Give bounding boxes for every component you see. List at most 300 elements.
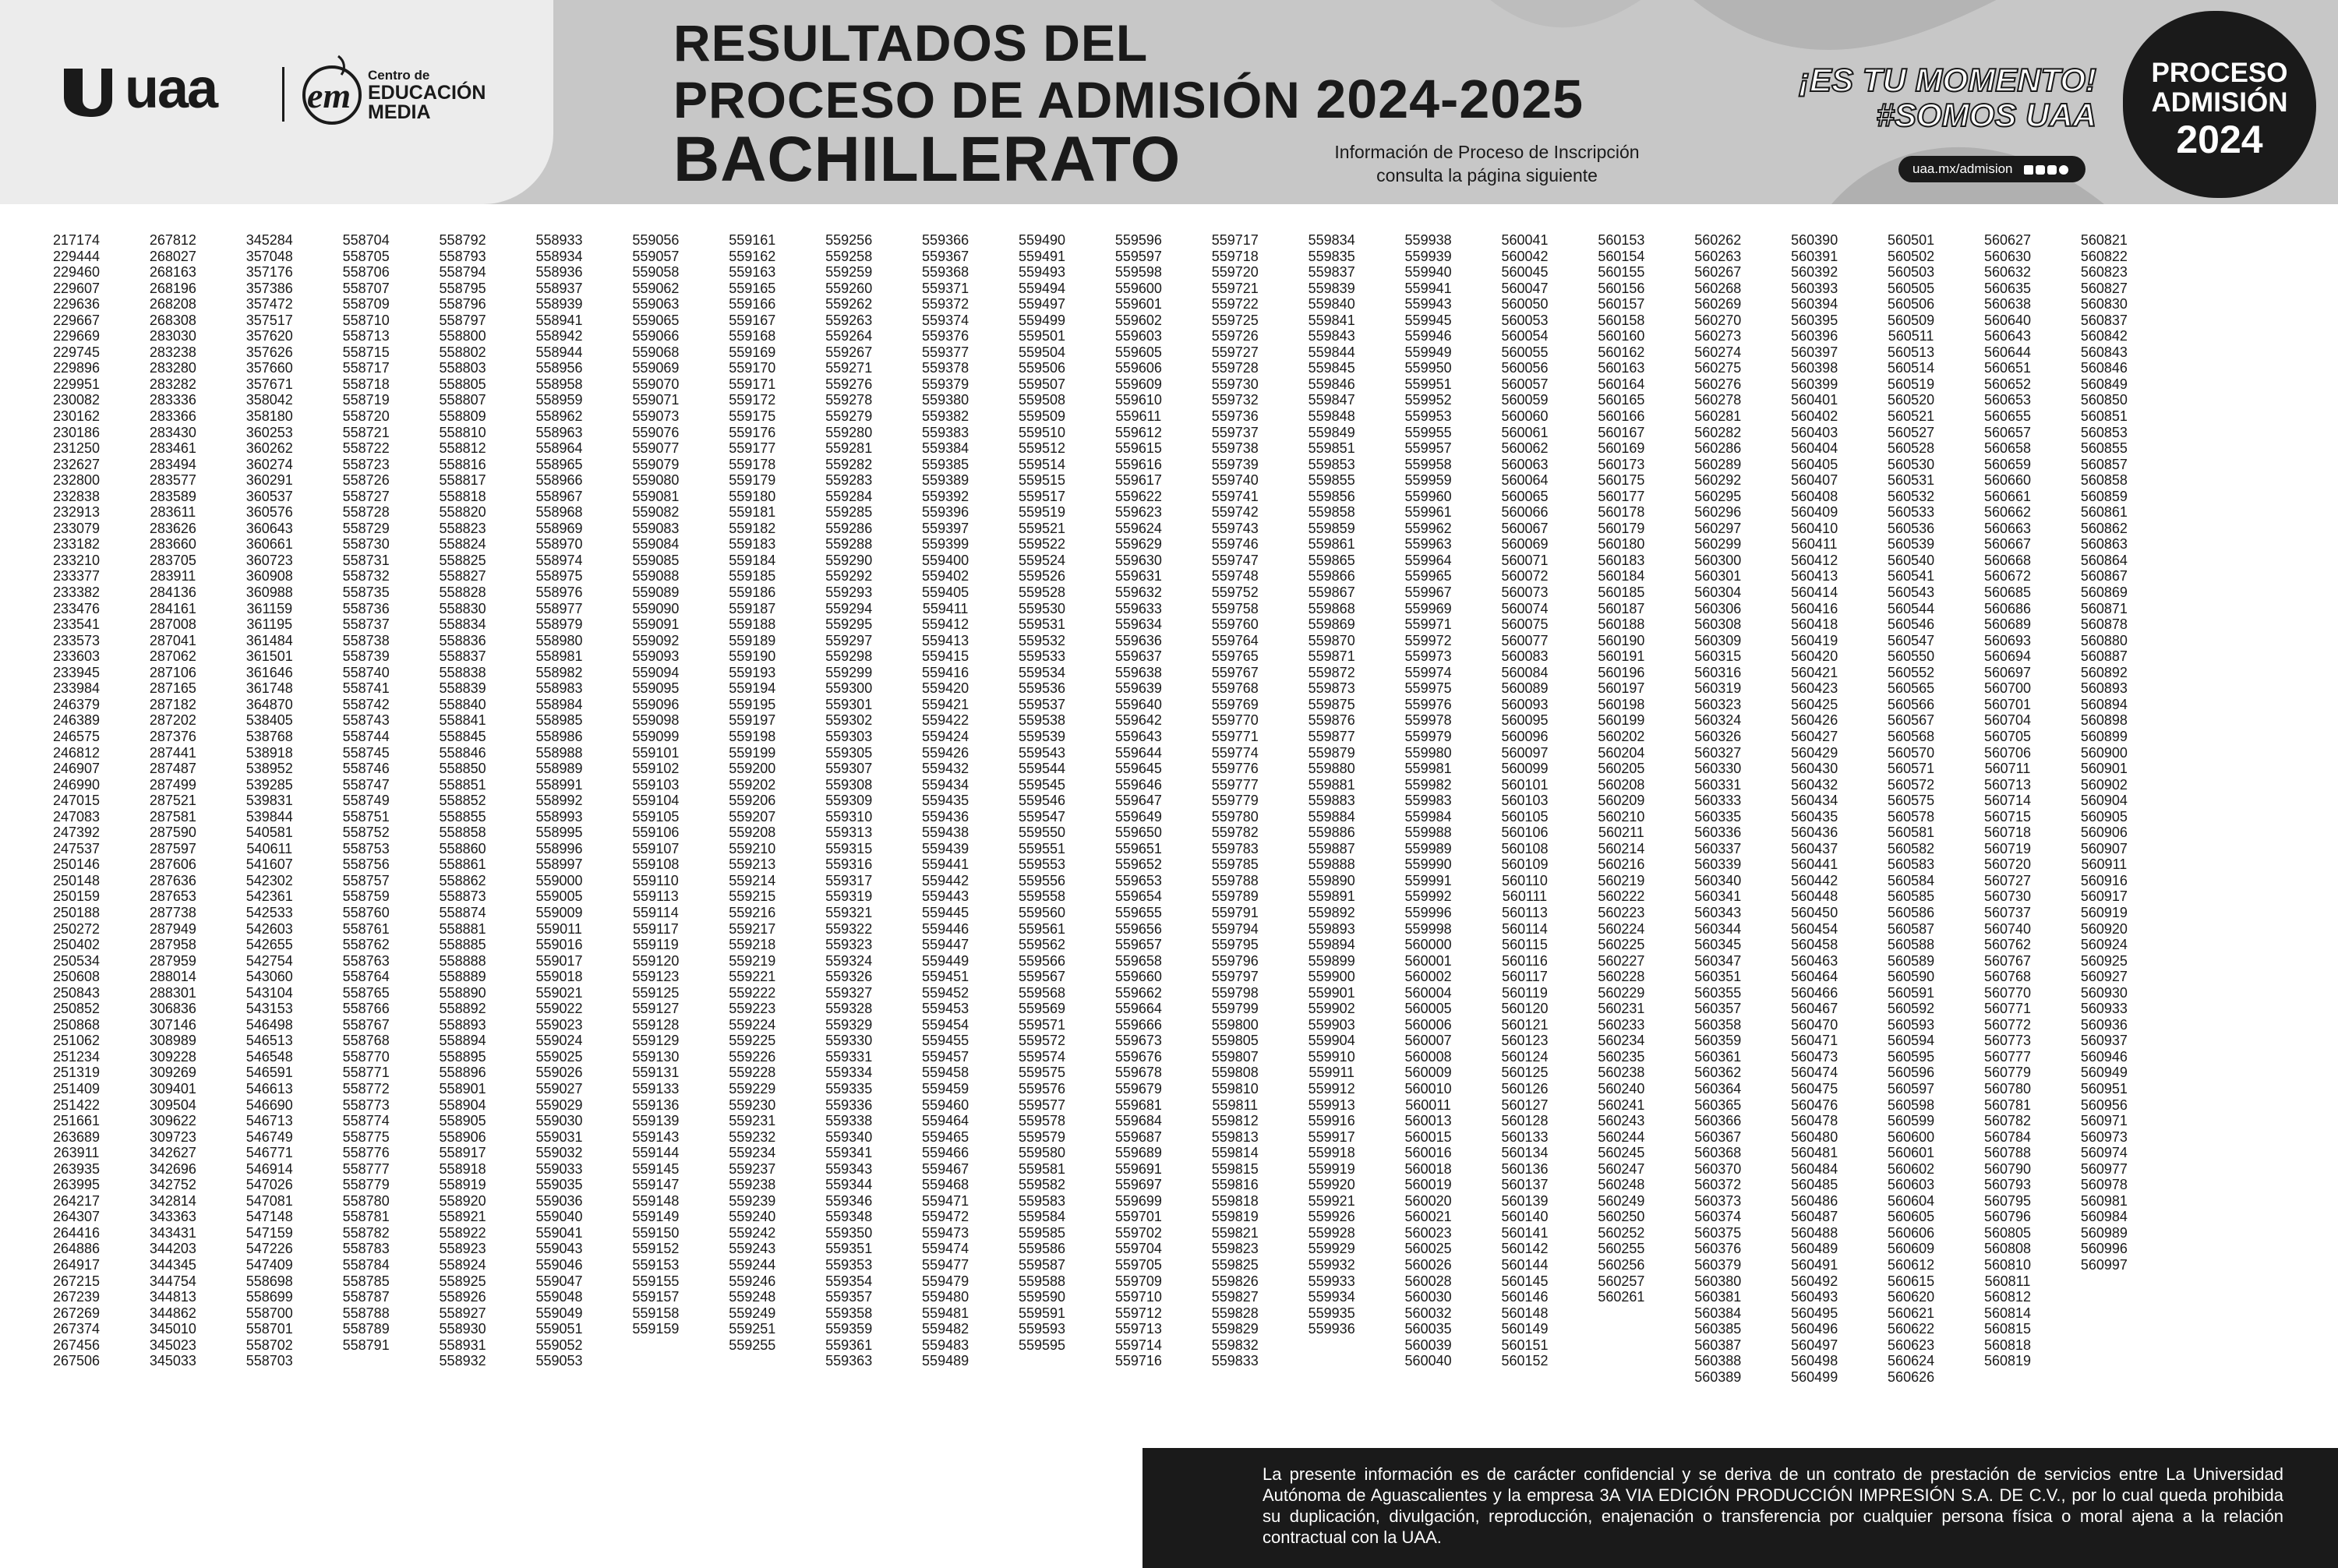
result-id: 560606 [1888,1224,1935,1241]
result-id: 559714 [1114,1337,1162,1353]
result-id: 558699 [245,1289,293,1305]
result-id: 558931 [439,1337,486,1353]
result-id: 560570 [1888,744,1935,761]
result-id: 559515 [1018,472,1066,489]
result-id: 559844 [1308,344,1355,360]
result-id: 559120 [632,952,680,969]
result-id: 559509 [1018,408,1066,425]
result-id: 560956 [2080,1097,2128,1113]
result-id: 559329 [825,1016,873,1033]
result-id: 560330 [1694,761,1742,777]
result-id: 559139 [632,1113,680,1129]
result-id: 287499 [149,776,196,793]
result-id: 559145 [632,1160,680,1177]
result-id: 560388 [1694,1353,1742,1369]
result-id: 559249 [729,1305,776,1321]
result-id: 559049 [535,1305,583,1321]
result-id: 558817 [439,472,486,489]
result-id: 559780 [1211,808,1259,825]
result-id: 560023 [1404,1224,1452,1241]
result-id: 558812 [439,440,486,457]
result-id: 560121 [1501,1016,1549,1033]
result-id: 559278 [825,392,873,408]
result-id: 560149 [1501,1321,1549,1337]
result-id: 559951 [1404,376,1452,392]
result-id: 560622 [1888,1321,1935,1337]
result-id: 558803 [439,360,486,376]
result-id: 558919 [439,1177,486,1193]
result-id: 560153 [1598,232,1645,248]
result-id: 263935 [52,1160,101,1177]
result-id: 559562 [1018,937,1066,953]
result-id: 560572 [1888,776,1935,793]
result-id: 558779 [342,1177,390,1193]
result-id: 559123 [632,969,680,985]
result-id: 558967 [535,488,583,504]
result-id: 560531 [1888,472,1935,489]
result-id: 287521 [149,793,196,809]
result-id: 560911 [2081,856,2128,873]
result-id: 559443 [922,888,969,905]
result-id: 559092 [632,632,680,648]
result-id: 229607 [52,280,101,296]
result-id: 560473 [1791,1048,1838,1065]
result-id: 559955 [1404,424,1452,440]
result-id: 559471 [922,1192,969,1209]
result-id: 288014 [149,969,196,985]
result-id: 559102 [632,761,680,777]
result-id: 267374 [52,1321,101,1337]
result-id: 560116 [1502,952,1548,969]
result-id: 560997 [2080,1257,2128,1273]
result-id: 540611 [246,840,293,856]
result-id: 559357 [825,1289,873,1305]
result-id: 547409 [245,1257,293,1273]
result-id: 560211 [1598,825,1644,841]
result-id: 558993 [535,808,583,825]
result-id: 559336 [825,1097,873,1113]
result-id: 560316 [1694,664,1742,680]
result-id: 560480 [1791,1128,1838,1145]
result-id: 559354 [825,1273,873,1289]
result-id: 559094 [632,664,680,680]
result-id: 559208 [729,825,776,841]
result-id: 267456 [52,1337,101,1353]
slogan [1785,62,2096,133]
result-id: 560202 [1598,728,1645,744]
cem-logo-text [368,69,486,122]
result-id: 283494 [149,456,196,472]
result-id: 559210 [729,840,776,856]
result-id: 560335 [1694,808,1742,825]
result-id: 560060 [1501,408,1549,425]
result-id: 560047 [1501,280,1549,296]
result-id: 559130 [632,1048,680,1065]
result-id: 559875 [1308,696,1355,712]
result-id: 560243 [1598,1113,1645,1129]
result-id: 559783 [1211,840,1259,856]
result-id: 559416 [922,664,969,680]
result-id: 558975 [535,568,583,584]
result-id: 560359 [1694,1033,1742,1049]
result-id: 558874 [439,904,486,920]
result-id: 233210 [52,552,101,568]
result-id: 309401 [149,1080,196,1097]
result-id: 559435 [922,793,969,809]
result-id: 560124 [1501,1048,1549,1065]
result-id: 358042 [245,392,293,408]
result-id: 560536 [1888,520,1935,536]
result-id: 559385 [922,456,969,472]
result-id: 559322 [825,920,873,937]
result-id: 558749 [342,793,390,809]
result-id: 559104 [632,793,680,809]
result-id: 558839 [439,680,486,697]
result-id: 558737 [342,616,390,633]
result-id: 558895 [439,1048,486,1065]
badge-year: 2024 [2176,118,2263,161]
result-id: 360253 [245,424,293,440]
result-id: 283911 [150,568,196,584]
result-id: 558930 [439,1321,486,1337]
result-id: 560599 [1888,1113,1935,1129]
result-id: 559823 [1211,1241,1259,1257]
result-id: 559574 [1018,1048,1066,1065]
result-id: 559113 [633,888,679,905]
result-id: 559811 [1212,1097,1259,1113]
result-id: 267239 [52,1289,101,1305]
result-id: 559990 [1404,856,1452,873]
result-id: 250843 [52,984,101,1001]
result-id: 558810 [439,424,486,440]
result-id: 559172 [729,392,776,408]
result-id: 284161 [149,600,196,616]
result-id: 559578 [1018,1113,1066,1129]
result-id: 560527 [1888,424,1935,440]
result-id: 559816 [1211,1177,1259,1193]
result-id: 559746 [1211,536,1259,553]
result-id: 560245 [1598,1145,1645,1161]
result-id: 558962 [535,408,583,425]
result-id: 559953 [1404,408,1452,425]
result-id: 559845 [1308,360,1355,376]
result-id: 559295 [825,616,873,633]
result-id: 560026 [1404,1257,1452,1273]
result-id: 559162 [729,248,776,264]
result-id: 559664 [1114,1001,1162,1017]
result-id: 559521 [1018,520,1066,536]
result-id: 560705 [1983,728,2032,744]
result-id: 559467 [922,1160,969,1177]
result-id: 559959 [1404,472,1452,489]
result-id: 559921 [1308,1192,1355,1209]
result-id: 559465 [922,1128,969,1145]
result-id: 560249 [1598,1192,1645,1209]
result-id: 560011 [1405,1097,1451,1113]
result-id: 542754 [245,952,293,969]
result-id: 559913 [1308,1097,1355,1113]
result-id: 559048 [535,1289,583,1305]
result-id: 559434 [922,776,969,793]
results-column [1482,232,1568,1369]
result-id: 560358 [1694,1016,1742,1033]
result-id: 357626 [245,344,293,360]
result-id: 287597 [149,840,196,856]
result-id: 559835 [1308,248,1355,264]
result-id: 558745 [342,744,390,761]
result-id: 560930 [2080,984,2128,1001]
result-id: 559818 [1211,1192,1259,1209]
result-id: 233573 [52,632,101,648]
result-id: 558743 [342,712,390,729]
result-id: 559870 [1308,632,1355,648]
result-id: 560096 [1501,728,1549,744]
result-id: 558964 [535,440,583,457]
result-id: 558768 [342,1033,390,1049]
result-id: 559902 [1308,1001,1355,1017]
result-id: 559170 [729,360,776,376]
result-id: 559512 [1018,440,1066,457]
result-id: 229444 [52,248,101,264]
title-line1: RESULTADOS DEL [673,14,1149,72]
result-id: 559070 [632,376,680,392]
result-id: 560163 [1598,360,1645,376]
result-id: 560065 [1501,488,1549,504]
result-id: 559175 [729,408,776,425]
result-id: 559776 [1211,761,1259,777]
result-id: 560565 [1888,680,1935,697]
result-id: 559740 [1211,472,1259,489]
notice-text: La presente información es de carácter confidencial y se deriva de un contrato de prestación de servicios entre La Universidad Autónoma de Aguascalientes y la empresa 3A VIA EDICIÓN PRODUCCIÓN IMPRESIÓN S.A. DE C.V., por lo cual queda prohibida su duplicación, divulgación, reproducción, enajenación o transferencia por cualquier persona física o moral ajena a la relación contractual con la UAA. [1263,1464,2283,1547]
result-id: 560496 [1791,1321,1838,1337]
result-id: 560103 [1501,793,1549,809]
result-id: 559506 [1018,360,1066,376]
result-id: 559737 [1211,424,1259,440]
result-id: 560539 [1888,536,1935,553]
result-id: 560768 [1983,969,2032,985]
result-id: 560719 [1983,840,2032,856]
result-id: 560006 [1404,1016,1452,1033]
result-id: 559971 [1404,616,1452,633]
result-id: 560059 [1501,392,1549,408]
result-id: 360291 [245,472,293,489]
result-id: 559777 [1211,776,1259,793]
result-id: 559533 [1018,648,1066,665]
result-id: 560158 [1598,312,1645,328]
result-id: 559315 [825,840,873,856]
result-id: 559246 [729,1273,776,1289]
result-id: 558959 [535,392,583,408]
result-id: 559459 [922,1080,969,1097]
result-id: 559071 [632,392,680,408]
result-id: 560711 [1984,761,2031,777]
result-id: 559788 [1211,872,1259,888]
result-id: 558776 [342,1145,390,1161]
result-id: 250159 [52,888,101,905]
result-id: 560661 [1983,488,2032,504]
result-id: 287165 [149,680,196,697]
result-id: 558741 [342,680,390,697]
result-id: 559468 [922,1177,969,1193]
result-id: 558715 [342,344,390,360]
result-id: 547081 [245,1192,293,1209]
result-id: 560270 [1694,312,1742,328]
result-id: 559651 [1114,840,1162,856]
result-id: 559149 [632,1209,680,1225]
result-id: 559903 [1308,1016,1355,1033]
result-id: 229667 [52,312,101,328]
result-id: 560788 [1983,1145,2032,1161]
result-id: 558965 [535,456,583,472]
badge-line2-3 [2123,89,2316,116]
result-id: 560361 [1694,1048,1742,1065]
result-id: 559455 [922,1033,969,1049]
result-id: 560262 [1694,232,1742,248]
result-id: 559098 [632,712,680,729]
result-id: 558995 [535,825,583,841]
result-id: 558751 [342,808,390,825]
result-id: 560073 [1501,584,1549,601]
result-id: 559568 [1018,984,1066,1001]
result-id: 559742 [1211,504,1259,521]
result-id: 558861 [439,856,486,873]
result-id: 560179 [1598,520,1645,536]
result-id: 559043 [535,1241,583,1257]
result-id: 560229 [1598,984,1645,1001]
result-id: 217174 [52,232,101,248]
result-id: 559841 [1308,312,1355,328]
result-id: 251409 [52,1080,101,1097]
result-id: 559457 [922,1048,969,1065]
result-id: 560327 [1694,744,1742,761]
result-id: 559497 [1018,296,1066,313]
result-id: 560933 [2080,1001,2128,1017]
result-id: 559702 [1114,1224,1162,1241]
result-id: 559639 [1114,680,1162,697]
result-id: 361501 [245,648,293,665]
result-id: 560257 [1598,1273,1645,1289]
result-id: 560643 [1983,328,2032,344]
result-id: 560904 [2080,793,2128,809]
result-id: 560425 [1791,696,1838,712]
result-id: 558742 [342,696,390,712]
result-id: 560770 [1983,984,2032,1001]
results-column [1868,232,1954,1385]
result-id: 559460 [922,1097,969,1113]
result-id: 559389 [922,472,969,489]
result-id: 558800 [439,328,486,344]
result-id: 287606 [149,856,196,873]
result-id: 559767 [1211,664,1259,680]
result-id: 558774 [342,1113,390,1129]
result-id: 560602 [1888,1160,1935,1177]
result-id: 560233 [1598,1016,1645,1033]
result-id: 559536 [1018,680,1066,697]
result-id: 559876 [1308,712,1355,729]
result-id: 559299 [825,664,873,680]
result-id: 558985 [535,712,583,729]
social-icons [2024,161,2068,176]
result-id: 560485 [1791,1177,1838,1193]
result-id: 560196 [1598,664,1645,680]
result-id: 559016 [535,937,583,953]
result-id: 560686 [1983,600,2032,616]
result-id: 288301 [149,984,196,1001]
result-id: 560156 [1598,280,1645,296]
result-id: 558746 [342,761,390,777]
result-id: 560339 [1694,856,1742,873]
result-id: 559524 [1018,552,1066,568]
result-id: 560405 [1791,456,1838,472]
result-id: 558944 [535,344,583,360]
result-id: 560862 [2080,520,2128,536]
result-id: 560198 [1598,696,1645,712]
result-id: 559640 [1114,696,1162,712]
results-column [227,232,313,1369]
result-id: 233603 [52,648,101,665]
result-id: 559867 [1308,584,1355,601]
result-id: 560056 [1501,360,1549,376]
result-id: 360661 [245,536,293,553]
result-id: 247083 [52,808,101,825]
result-id: 560652 [1983,376,2032,392]
result-id: 560781 [1983,1097,2032,1113]
result-id: 344754 [149,1273,196,1289]
result-id: 559840 [1308,296,1355,313]
result-id: 559926 [1308,1209,1355,1225]
result-id: 559507 [1018,376,1066,392]
result-id: 559436 [922,808,969,825]
result-id: 560381 [1694,1289,1742,1305]
result-id: 559445 [922,904,969,920]
result-id: 560581 [1888,825,1935,841]
result-id: 357660 [245,360,293,376]
result-id: 343431 [149,1224,196,1241]
result-id: 360274 [245,456,293,472]
result-id: 558970 [535,536,583,553]
result-id: 559558 [1018,888,1066,905]
result-id: 560532 [1888,488,1935,504]
result-id: 560605 [1888,1209,1935,1225]
result-id: 559631 [1114,568,1162,584]
result-id: 560893 [2080,680,2128,697]
result-id: 560899 [2080,728,2128,744]
result-id: 560255 [1598,1241,1645,1257]
result-id: 560481 [1791,1145,1838,1161]
result-id: 559248 [729,1289,776,1305]
result-id: 559298 [825,648,873,665]
result-id: 559530 [1018,600,1066,616]
result-id: 559871 [1308,648,1355,665]
result-id: 560620 [1888,1289,1935,1305]
result-id: 246812 [52,744,101,761]
result-id: 559741 [1211,488,1259,504]
result-id: 559691 [1114,1160,1162,1177]
result-id: 250534 [52,952,101,969]
result-id: 559091 [632,616,680,633]
results-column [517,232,602,1369]
result-id: 560355 [1694,984,1742,1001]
result-id: 559918 [1308,1145,1355,1161]
result-id: 559185 [729,568,776,584]
result-id: 560101 [1501,776,1549,793]
result-id: 560180 [1598,536,1645,553]
result-id: 560372 [1694,1177,1742,1193]
result-id: 559679 [1114,1080,1162,1097]
result-id: 560395 [1791,312,1838,328]
result-id: 232838 [52,488,101,504]
result-id: 559046 [535,1257,583,1273]
